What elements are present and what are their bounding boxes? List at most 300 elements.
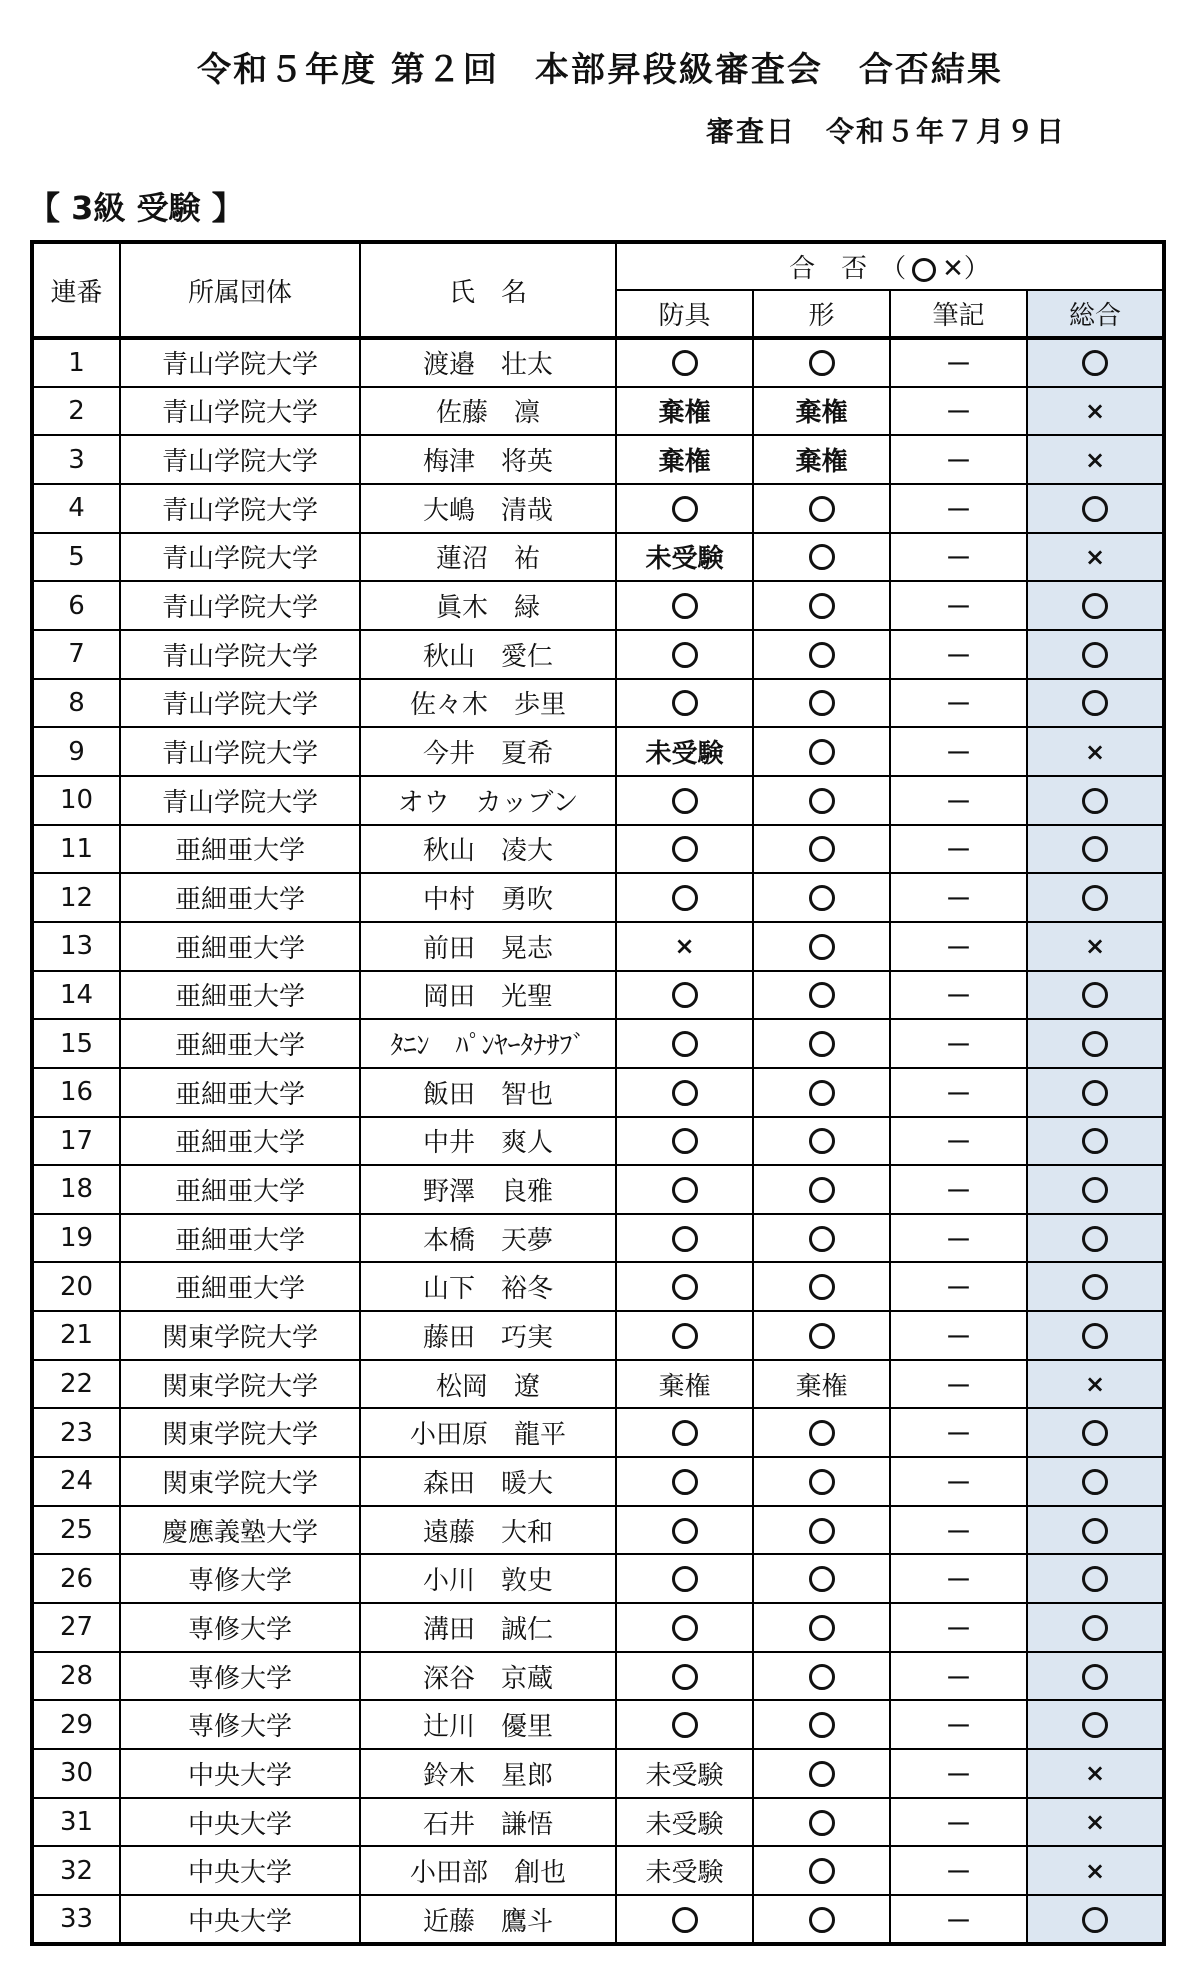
cell-name-value: 岡田 光聖: [422, 982, 553, 1013]
table-row: [32, 1360, 1164, 1409]
cell-written: [890, 387, 1027, 436]
cell-armor-value: [672, 1274, 698, 1300]
cell-org-value: 中央大学: [187, 1858, 292, 1889]
cell-name-value: 松岡 遼: [435, 1371, 540, 1402]
cell-no-value: 18: [59, 1174, 94, 1205]
cell-kata-value: [809, 788, 835, 814]
cell-org: [120, 873, 360, 922]
cell-armor-value: [672, 642, 698, 668]
cell-armor: [616, 1360, 753, 1409]
cell-org: [120, 825, 360, 874]
cross-mark-icon: ✕: [942, 254, 964, 284]
cell-no-value: 2: [68, 395, 85, 426]
cell-written: [890, 1506, 1027, 1555]
cell-kata: [753, 1652, 890, 1701]
cell-name-value: 中井 爽人: [422, 1128, 553, 1159]
cell-org: [120, 1165, 360, 1214]
cell-name-value: 森田 暖大: [422, 1468, 553, 1499]
section-label: 【 3級 受験 】: [28, 189, 244, 227]
table-row: [32, 1554, 1164, 1603]
cell-kata: [753, 971, 890, 1020]
cell-name: [360, 922, 616, 971]
cell-org: [120, 1019, 360, 1068]
cell-written-value: －: [945, 1079, 972, 1110]
cell-armor-value: [672, 496, 698, 522]
cell-overall: [1027, 776, 1164, 825]
cell-org: [120, 1895, 360, 1944]
cell-name-value: 大嶋 清哉: [422, 495, 553, 526]
cell-written: [890, 1895, 1027, 1944]
cell-overall: [1027, 533, 1164, 582]
cell-no-value: 19: [59, 1223, 94, 1254]
cell-overall: [1027, 1895, 1164, 1944]
cell-written: [890, 1214, 1027, 1263]
cell-org-value: 青山学院大学: [161, 787, 318, 818]
cell-kata: [753, 1700, 890, 1749]
cell-name: [360, 1506, 616, 1555]
cell-kata: [753, 1262, 890, 1311]
cell-armor: [616, 1895, 753, 1944]
cell-overall-value: ×: [1084, 1370, 1106, 1399]
cell-written-value: －: [945, 1176, 972, 1207]
cell-no-value: 10: [59, 785, 94, 816]
cell-kata: [753, 727, 890, 776]
cell-name-value: 小田部 創也: [409, 1858, 566, 1889]
cell-name: [360, 581, 616, 630]
cell-no: [32, 922, 120, 971]
cell-overall: [1027, 1117, 1164, 1166]
cell-armor: [616, 435, 753, 484]
cell-written-value: －: [945, 1809, 972, 1840]
cell-org: [120, 1360, 360, 1409]
cell-org: [120, 971, 360, 1020]
cell-org: [120, 679, 360, 728]
cell-kata-value: [809, 544, 835, 570]
cell-name-value: 眞木 緑: [435, 593, 540, 624]
table-row: [32, 435, 1164, 484]
cell-overall-value: [1082, 1031, 1108, 1057]
cell-overall: [1027, 1846, 1164, 1895]
cell-no: [32, 630, 120, 679]
cell-org: [120, 387, 360, 436]
cell-org: [120, 1068, 360, 1117]
cell-armor-value: 棄権: [658, 447, 711, 478]
cell-armor: [616, 1311, 753, 1360]
cell-no-value: 8: [68, 687, 85, 718]
cell-kata-value: [809, 1031, 835, 1057]
cell-no-value: 24: [59, 1466, 94, 1497]
cell-name-value: オウ カッブン: [397, 787, 579, 818]
cell-written-value: －: [945, 1760, 972, 1791]
cell-overall-value: ×: [1084, 396, 1106, 425]
cell-kata-value: 棄権: [795, 1371, 848, 1402]
cell-org: [120, 484, 360, 533]
cell-armor: [616, 873, 753, 922]
cell-armor-value: [672, 885, 698, 911]
cell-armor-value: [672, 1080, 698, 1106]
cell-org-value: 青山学院大学: [161, 447, 318, 478]
cell-kata: [753, 435, 890, 484]
cell-no-value: 1: [68, 347, 85, 378]
cell-no: [32, 971, 120, 1020]
cell-armor: [616, 484, 753, 533]
cell-armor-value: 未受験: [645, 1760, 724, 1791]
cell-overall: [1027, 1019, 1164, 1068]
cell-armor-value: [672, 1566, 698, 1592]
cell-org-value: 青山学院大学: [161, 739, 318, 770]
cell-no: [32, 387, 120, 436]
cell-name: [360, 825, 616, 874]
cell-written: [890, 1798, 1027, 1847]
cell-written-value: －: [945, 1031, 972, 1062]
cell-org-value: 青山学院大学: [161, 544, 318, 575]
cell-org-value: 青山学院大学: [161, 690, 318, 721]
cell-written-value: －: [945, 495, 972, 526]
cell-name-value: 佐々木 歩里: [409, 690, 566, 721]
cell-name-value: 中村 勇吹: [422, 885, 553, 916]
cell-armor: [616, 679, 753, 728]
cell-no-value: 16: [59, 1077, 94, 1108]
cell-overall-value: [1082, 1615, 1108, 1641]
table-row: [32, 873, 1164, 922]
cell-no-value: 6: [68, 590, 85, 621]
cell-org: [120, 922, 360, 971]
cell-written: [890, 1652, 1027, 1701]
cell-org: [120, 1408, 360, 1457]
cell-org-value: 関東学院大学: [161, 1371, 318, 1402]
cell-kata-value: [809, 982, 835, 1008]
cell-written: [890, 1360, 1027, 1409]
cell-armor-value: [672, 1469, 698, 1495]
cell-no: [32, 1165, 120, 1214]
cell-name: [360, 873, 616, 922]
cell-armor-value: 未受験: [645, 739, 724, 770]
table-row: [32, 825, 1164, 874]
cell-overall: [1027, 1165, 1164, 1214]
table-row: [32, 533, 1164, 582]
cell-no-value: 5: [68, 541, 85, 572]
cell-armor-value: [672, 1323, 698, 1349]
cell-name-value: 渡邉 壮太: [422, 350, 553, 381]
cell-no: [32, 1457, 120, 1506]
cell-kata-value: [809, 690, 835, 716]
cell-org-value: 青山学院大学: [161, 350, 318, 381]
cell-no: [32, 484, 120, 533]
cell-written-value: －: [945, 1225, 972, 1256]
cell-armor-value: [672, 1615, 698, 1641]
cell-no-value: 17: [59, 1125, 94, 1156]
cell-name-value: 山下 裕冬: [422, 1274, 553, 1305]
cell-no-value: 9: [68, 736, 85, 767]
header-kata: 形: [753, 290, 890, 338]
cell-name-value: 今井 夏希: [422, 739, 553, 770]
cell-org: [120, 776, 360, 825]
cell-armor: [616, 1652, 753, 1701]
cell-name-value: 鈴木 星郎: [422, 1760, 553, 1791]
cell-kata-value: [809, 1615, 835, 1641]
cell-written: [890, 630, 1027, 679]
cell-overall-value: ×: [1084, 1759, 1106, 1788]
cell-org-value: 亜細亜大学: [174, 1079, 305, 1110]
cell-kata-value: [809, 1761, 835, 1787]
cell-overall: [1027, 1798, 1164, 1847]
cell-armor-value: [672, 593, 698, 619]
cell-org: [120, 533, 360, 582]
cell-no-value: 33: [59, 1904, 94, 1934]
table-row: [32, 1311, 1164, 1360]
cell-overall: [1027, 484, 1164, 533]
table-row: [32, 1165, 1164, 1214]
cell-written: [890, 338, 1027, 387]
table-row: [32, 1457, 1164, 1506]
cell-kata: [753, 581, 890, 630]
cell-kata: [753, 1749, 890, 1798]
cell-kata-value: [809, 739, 835, 765]
cell-org-value: 亜細亜大学: [174, 933, 305, 964]
cell-org-value: 青山学院大学: [161, 593, 318, 624]
cell-overall-value: [1082, 1226, 1108, 1252]
cell-overall-value: [1082, 496, 1108, 522]
cell-kata: [753, 1506, 890, 1555]
cell-name: [360, 971, 616, 1020]
cell-name: [360, 387, 616, 436]
cell-written: [890, 776, 1027, 825]
cell-org: [120, 1457, 360, 1506]
cell-written-value: －: [945, 787, 972, 818]
cell-overall-value: ×: [1084, 1856, 1106, 1885]
cell-org: [120, 1506, 360, 1555]
cell-no-value: 7: [68, 639, 85, 670]
cell-overall-value: ×: [1084, 1808, 1106, 1837]
cell-armor-value: [672, 1712, 698, 1738]
cell-overall-value: [1082, 1907, 1108, 1933]
cell-written-value: －: [945, 1614, 972, 1645]
cell-written: [890, 873, 1027, 922]
cell-org-value: 中央大学: [187, 1906, 292, 1937]
cell-overall: [1027, 679, 1164, 728]
header-name: 氏 名: [360, 242, 616, 338]
cell-no: [32, 1846, 120, 1895]
cell-overall-value: [1082, 690, 1108, 716]
cell-written-value: －: [945, 739, 972, 770]
cell-overall-value: [1082, 836, 1108, 862]
cell-kata: [753, 922, 890, 971]
cell-kata-value: [809, 934, 835, 960]
cell-no: [32, 1749, 120, 1798]
cell-kata-value: [809, 1420, 835, 1446]
table-row: [32, 338, 1164, 387]
table-row: [32, 630, 1164, 679]
cell-no-value: 25: [59, 1515, 94, 1546]
cell-written: [890, 1165, 1027, 1214]
cell-name-value: 石井 謙悟: [422, 1809, 553, 1840]
cell-written: [890, 1262, 1027, 1311]
cell-overall: [1027, 581, 1164, 630]
cell-kata: [753, 387, 890, 436]
cell-overall-value: [1082, 1128, 1108, 1154]
table-row: [32, 581, 1164, 630]
cell-armor-value: [672, 836, 698, 862]
cell-org-value: 青山学院大学: [161, 641, 318, 672]
cell-name-value: 前田 晃志: [422, 933, 553, 964]
cell-overall-value: [1082, 1664, 1108, 1690]
cell-overall-value: [1082, 1323, 1108, 1349]
cell-kata: [753, 1068, 890, 1117]
cell-org-value: 専修大学: [187, 1663, 292, 1694]
cell-armor-value: 棄権: [658, 398, 711, 429]
cell-org-value: 亜細亜大学: [174, 1274, 305, 1305]
cell-no-value: 3: [68, 444, 85, 475]
cell-org: [120, 1749, 360, 1798]
cell-written-value: －: [945, 1274, 972, 1305]
cell-org-value: 亜細亜大学: [174, 885, 305, 916]
cell-written-value: －: [945, 1858, 972, 1889]
cell-overall: [1027, 1408, 1164, 1457]
cell-org-value: 関東学院大学: [161, 1420, 318, 1451]
cell-overall: [1027, 1506, 1164, 1555]
table-row: [32, 922, 1164, 971]
table-row: [32, 1068, 1164, 1117]
cell-no-value: 31: [59, 1807, 94, 1838]
cell-kata-value: [809, 350, 835, 376]
cell-written: [890, 1749, 1027, 1798]
cell-org: [120, 630, 360, 679]
cell-kata-value: [809, 496, 835, 522]
table-row: [32, 1652, 1164, 1701]
cell-written: [890, 1408, 1027, 1457]
cell-org-value: 亜細亜大学: [174, 836, 305, 867]
cell-overall-value: [1082, 1469, 1108, 1495]
cell-armor: [616, 630, 753, 679]
cell-armor: [616, 1408, 753, 1457]
cell-armor: [616, 727, 753, 776]
cell-name-value: 野澤 良雅: [422, 1176, 553, 1207]
cell-overall-value: [1082, 593, 1108, 619]
cell-overall-value: [1082, 1420, 1108, 1446]
cell-overall: [1027, 727, 1164, 776]
cell-no-value: 30: [59, 1758, 94, 1789]
header-org: 所属団体: [120, 242, 360, 338]
cell-armor: [616, 533, 753, 582]
cell-name-value: 梅津 将英: [422, 447, 553, 478]
cell-written-value: －: [945, 447, 972, 478]
cell-overall: [1027, 1068, 1164, 1117]
cell-no: [32, 1506, 120, 1555]
cell-no: [32, 1117, 120, 1166]
cell-written-value: －: [945, 350, 972, 381]
cell-written-value: －: [945, 593, 972, 624]
cell-org: [120, 1214, 360, 1263]
table-row: [32, 1506, 1164, 1555]
cell-org-value: 専修大学: [187, 1614, 292, 1645]
cell-overall-value: [1082, 1177, 1108, 1203]
cell-org: [120, 1798, 360, 1847]
cell-armor-value: 棄権: [658, 1371, 711, 1402]
cell-org-value: 亜細亜大学: [174, 1031, 305, 1062]
cell-no-value: 11: [59, 833, 94, 864]
header-armor: 防具: [616, 290, 753, 338]
cell-no-value: 22: [59, 1369, 94, 1400]
cell-overall-value: ×: [1084, 445, 1106, 474]
cell-org: [120, 1117, 360, 1166]
cell-written: [890, 1457, 1027, 1506]
cell-overall-value: ×: [1084, 737, 1106, 766]
cell-kata-value: [809, 1080, 835, 1106]
cell-armor: [616, 387, 753, 436]
cell-armor-value: [672, 690, 698, 716]
cell-name: [360, 776, 616, 825]
cell-kata: [753, 533, 890, 582]
header-result-group-label: 合 否 （: [789, 254, 907, 284]
cell-no: [32, 1262, 120, 1311]
cell-name-value: 辻川 優里: [422, 1712, 553, 1743]
cell-written: [890, 1117, 1027, 1166]
cell-armor-value: [672, 1031, 698, 1057]
cell-kata: [753, 1360, 890, 1409]
cell-written: [890, 727, 1027, 776]
cell-armor-value: [672, 1420, 698, 1446]
cell-no: [32, 338, 120, 387]
cell-name: [360, 1895, 616, 1944]
cell-name: [360, 435, 616, 484]
cell-overall-value: [1082, 1274, 1108, 1300]
cell-no: [32, 825, 120, 874]
cell-overall-value: [1082, 1566, 1108, 1592]
cell-kata-value: [809, 1664, 835, 1690]
cell-armor: [616, 1214, 753, 1263]
cell-overall-value: [1082, 1518, 1108, 1544]
cell-written: [890, 1068, 1027, 1117]
cell-name-value: 秋山 愛仁: [422, 641, 553, 672]
table-row: [32, 776, 1164, 825]
cell-overall: [1027, 1554, 1164, 1603]
cell-overall: [1027, 338, 1164, 387]
cell-no: [32, 1068, 120, 1117]
cell-no-value: 32: [59, 1855, 94, 1886]
cell-org: [120, 1700, 360, 1749]
cell-name: [360, 727, 616, 776]
cell-kata-value: [809, 1712, 835, 1738]
cell-name-value: 藤田 巧実: [422, 1322, 553, 1353]
cell-org-value: 専修大学: [187, 1566, 292, 1597]
cell-org-value: 慶應義塾大学: [161, 1517, 318, 1548]
cell-name: [360, 1360, 616, 1409]
cell-org: [120, 1554, 360, 1603]
cell-org-value: 青山学院大学: [161, 398, 318, 429]
cell-overall: [1027, 873, 1164, 922]
cell-overall: [1027, 1311, 1164, 1360]
cell-kata-value: 棄権: [795, 398, 848, 429]
cell-no: [32, 873, 120, 922]
cell-kata: [753, 338, 890, 387]
cell-kata-value: [809, 1858, 835, 1884]
table-row: [32, 1700, 1164, 1749]
table-row: [32, 1798, 1164, 1847]
cell-kata: [753, 484, 890, 533]
cell-org: [120, 727, 360, 776]
cell-written: [890, 1846, 1027, 1895]
cell-armor-value: [672, 1226, 698, 1252]
cell-written-value: －: [945, 1712, 972, 1743]
cell-armor: [616, 338, 753, 387]
cell-written-value: －: [945, 1468, 972, 1499]
cell-org: [120, 1603, 360, 1652]
cell-name: [360, 630, 616, 679]
cell-overall-value: [1082, 642, 1108, 668]
table-row: [32, 971, 1164, 1020]
cell-written: [890, 1603, 1027, 1652]
cell-armor-value: 未受験: [645, 1809, 724, 1840]
